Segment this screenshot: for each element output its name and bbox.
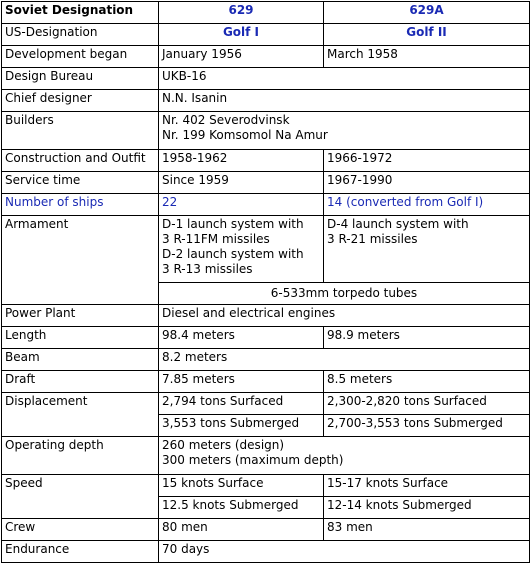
value-builders (159, 112, 530, 150)
label-endurance: Endurance (2, 541, 159, 563)
label-length: Length (2, 327, 159, 349)
label-armament: Armament (2, 216, 159, 305)
value-chief-designer: N.N. Isanin (159, 90, 530, 112)
row-displacement (2, 393, 530, 415)
armament-629-line2: 3 R-11FM missiles (162, 232, 270, 246)
header-label: Soviet Designation (2, 2, 159, 24)
label-crew: Crew (2, 519, 159, 541)
value-operating-depth (159, 437, 530, 475)
label-power-plant: Power Plant (2, 305, 159, 327)
value-golf-ii: Golf II (324, 24, 530, 46)
value-development-629a: March 1958 (324, 46, 530, 68)
label-speed: Speed (2, 475, 159, 519)
label-construction: Construction and Outfit (2, 150, 159, 172)
label-development: Development began (2, 46, 159, 68)
value-draft-629: 7.85 meters (159, 371, 324, 393)
header-row (2, 2, 530, 24)
value-length-629: 98.4 meters (159, 327, 324, 349)
row-power-plant (2, 305, 530, 327)
value-speed-surface-629: 15 knots Surface (159, 475, 324, 497)
armament-629-line4: 3 R-13 missiles (162, 262, 253, 276)
label-displacement: Displacement (2, 393, 159, 437)
value-speed-submerged-629a: 12-14 knots Submerged (324, 497, 530, 519)
value-power-plant: Diesel and electrical engines (159, 305, 530, 327)
value-torpedo-tubes: 6-533mm torpedo tubes (159, 283, 530, 305)
row-development (2, 46, 530, 68)
row-endurance (2, 541, 530, 563)
value-speed-submerged-629: 12.5 knots Submerged (159, 497, 324, 519)
value-draft-629a: 8.5 meters (324, 371, 530, 393)
value-service-629: Since 1959 (159, 172, 324, 194)
label-chief-designer: Chief designer (2, 90, 159, 112)
value-displacement-submerged-629: 3,553 tons Submerged (159, 415, 324, 437)
row-speed (2, 475, 530, 497)
row-chief-designer (2, 90, 530, 112)
row-beam (2, 349, 530, 371)
row-design-bureau (2, 68, 530, 90)
label-service: Service time (2, 172, 159, 194)
row-length (2, 327, 530, 349)
row-construction (2, 150, 530, 172)
label-beam: Beam (2, 349, 159, 371)
row-draft (2, 371, 530, 393)
label-builders: Builders (2, 112, 159, 150)
row-operating-depth (2, 437, 530, 475)
armament-629-line1: D-1 launch system with (162, 217, 304, 231)
depth-design: 260 meters (design) (162, 438, 285, 452)
row-number-of-ships (2, 194, 530, 216)
value-ships-629a: 14 (converted from Golf I) (324, 194, 530, 216)
value-design-bureau: UKB-16 (159, 68, 530, 90)
builder-199: Nr. 199 Komsomol Na Amur (162, 128, 328, 142)
label-operating-depth: Operating depth (2, 437, 159, 475)
value-length-629a: 98.9 meters (324, 327, 530, 349)
value-endurance: 70 days (159, 541, 530, 563)
value-armament-629a (324, 216, 530, 283)
label-us-designation: US-Designation (2, 24, 159, 46)
value-speed-surface-629a: 15-17 knots Surface (324, 475, 530, 497)
value-crew-629a: 83 men (324, 519, 530, 541)
row-service (2, 172, 530, 194)
label-design-bureau: Design Bureau (2, 68, 159, 90)
value-service-629a: 1967-1990 (324, 172, 530, 194)
armament-629-line3: D-2 launch system with (162, 247, 304, 261)
header-629: 629 (159, 2, 324, 24)
value-displacement-surfaced-629a: 2,300-2,820 tons Surfaced (324, 393, 530, 415)
depth-maximum: 300 meters (maximum depth) (162, 453, 344, 467)
value-ships-629: 22 (159, 194, 324, 216)
value-construction-629: 1958-1962 (159, 150, 324, 172)
specifications-table (1, 1, 530, 563)
value-displacement-surfaced-629: 2,794 tons Surfaced (159, 393, 324, 415)
row-us-designation (2, 24, 530, 46)
value-armament-629 (159, 216, 324, 283)
row-armament (2, 216, 530, 283)
armament-629a-line1: D-4 launch system with (327, 217, 469, 231)
label-number-of-ships: Number of ships (2, 194, 159, 216)
value-crew-629: 80 men (159, 519, 324, 541)
label-draft: Draft (2, 371, 159, 393)
value-construction-629a: 1966-1972 (324, 150, 530, 172)
header-629a: 629A (324, 2, 530, 24)
armament-629a-line2: 3 R-21 missiles (327, 232, 418, 246)
row-builders (2, 112, 530, 150)
builder-402: Nr. 402 Severodvinsk (162, 113, 290, 127)
value-beam: 8.2 meters (159, 349, 530, 371)
value-development-629: January 1956 (159, 46, 324, 68)
value-golf-i: Golf I (159, 24, 324, 46)
row-crew (2, 519, 530, 541)
value-displacement-submerged-629a: 2,700-3,553 tons Submerged (324, 415, 530, 437)
